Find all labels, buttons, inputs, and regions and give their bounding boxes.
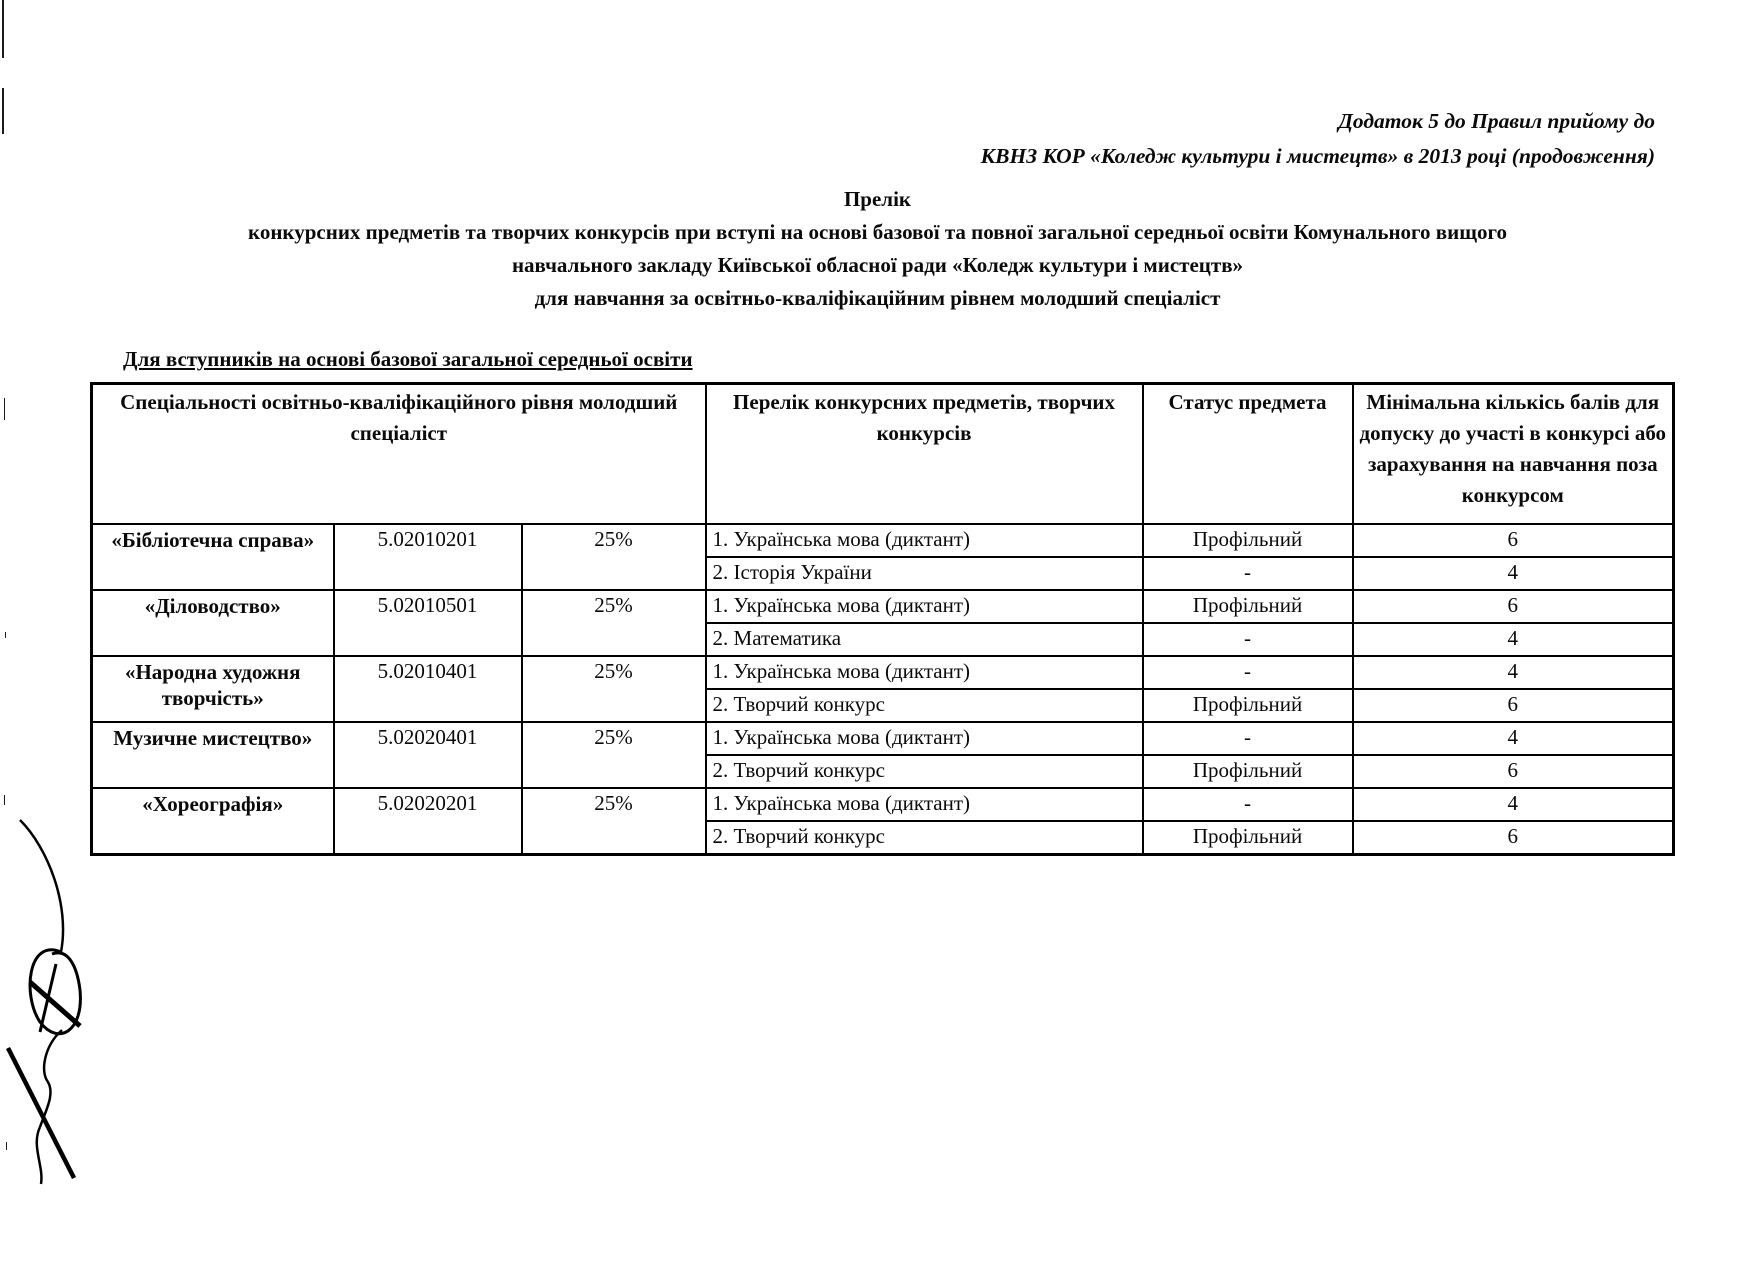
header-specialty: Спеціальності освітньо-кваліфікаційного рівня молодший спеціаліст xyxy=(92,384,706,525)
scan-artifact xyxy=(5,632,6,638)
status-cell: - xyxy=(1143,557,1353,590)
header-subjects: Перелік конкурсних предметів, творчих конкурсів xyxy=(706,384,1143,525)
percent-cell: 25% xyxy=(522,524,706,590)
code-cell: 5.02020401 xyxy=(334,722,522,788)
status-cell: - xyxy=(1143,788,1353,821)
subject-cell: 2. Творчий конкурс xyxy=(706,755,1143,788)
scan-artifact xyxy=(2,88,4,134)
status-cell: Профільний xyxy=(1143,590,1353,623)
title-line3: навчального закладу Київської обласної ради «Коледж культури і мистецтв» xyxy=(511,253,1244,277)
score-cell: 6 xyxy=(1353,524,1674,557)
subject-cell: 1. Українська мова (диктант) xyxy=(706,590,1143,623)
subject-cell: 1. Українська мова (диктант) xyxy=(706,722,1143,755)
table-header-row xyxy=(92,384,1674,525)
subject-cell: 2. Математика xyxy=(706,623,1143,656)
score-cell: 4 xyxy=(1353,788,1674,821)
specialty-cell: «Хореографія» xyxy=(92,788,334,854)
status-cell: - xyxy=(1143,623,1353,656)
title-line1: Прелік xyxy=(843,187,912,211)
code-cell: 5.02010501 xyxy=(334,590,522,656)
code-cell: 5.02020201 xyxy=(334,788,522,854)
status-cell: - xyxy=(1143,722,1353,755)
subject-cell: 2. Творчий конкурс xyxy=(706,689,1143,722)
table-row xyxy=(92,590,1674,623)
title-line4: для навчання за освітньо-кваліфікаційним рівнем молодший спеціаліст xyxy=(534,286,1221,310)
percent-cell: 25% xyxy=(522,722,706,788)
code-cell: 5.02010401 xyxy=(334,656,522,722)
percent-cell: 25% xyxy=(522,788,706,854)
status-cell: Профільний xyxy=(1143,689,1353,722)
score-cell: 6 xyxy=(1353,755,1674,788)
table-row xyxy=(92,788,1674,821)
score-cell: 4 xyxy=(1353,557,1674,590)
appendix-reference-line1: Додаток 5 до Правил прийому до xyxy=(1338,109,1655,133)
subject-cell: 1. Українська мова (диктант) xyxy=(706,788,1143,821)
table-row xyxy=(92,524,1674,557)
status-cell: Профільний xyxy=(1143,524,1353,557)
specialty-cell: «Діловодство» xyxy=(92,590,334,656)
score-cell: 6 xyxy=(1353,821,1674,854)
score-cell: 4 xyxy=(1353,623,1674,656)
header-min-score: Мінімальна кількісь балів для допуску до участі в конкурсі або зарахування на навчання поза конкурсом xyxy=(1353,384,1674,525)
table-row xyxy=(92,656,1674,689)
specialty-cell: Музичне мистецтво» xyxy=(92,722,334,788)
status-cell: Профільний xyxy=(1143,821,1353,854)
appendix-reference-line2: КВНЗ КОР «Коледж культури і мистецтв» в 2013 році (продовження) xyxy=(980,144,1655,168)
header-status: Статус предмета xyxy=(1143,384,1353,525)
subject-cell: 2. Творчий конкурс xyxy=(706,821,1143,854)
score-cell: 6 xyxy=(1353,689,1674,722)
status-cell: - xyxy=(1143,656,1353,689)
document-title xyxy=(90,183,1665,315)
score-cell: 4 xyxy=(1353,722,1674,755)
table-row xyxy=(92,722,1674,755)
title-line2: конкурсних предметів та творчих конкурсів при вступі на основі базової та повної загальної середньої освіти Комунального вищого xyxy=(248,220,1507,244)
appendix-reference xyxy=(981,104,1655,174)
scan-artifact xyxy=(4,398,5,420)
specialty-cell: «Народна художня творчість» xyxy=(92,656,334,722)
subject-cell: 1. Українська мова (диктант) xyxy=(706,656,1143,689)
specialty-cell: «Бібліотечна справа» xyxy=(92,524,334,590)
percent-cell: 25% xyxy=(522,656,706,722)
score-cell: 6 xyxy=(1353,590,1674,623)
subject-cell: 2. Історія України xyxy=(706,557,1143,590)
percent-cell: 25% xyxy=(522,590,706,656)
subject-cell: 1. Українська мова (диктант) xyxy=(706,524,1143,557)
code-cell: 5.02010201 xyxy=(334,524,522,590)
section-label: Для вступників на основі базової загальної середньої освіти xyxy=(123,347,693,371)
admission-subjects-table xyxy=(90,382,1675,856)
scan-artifact xyxy=(2,0,4,58)
signature xyxy=(0,780,220,1210)
status-cell: Профільний xyxy=(1143,755,1353,788)
score-cell: 4 xyxy=(1353,656,1674,689)
